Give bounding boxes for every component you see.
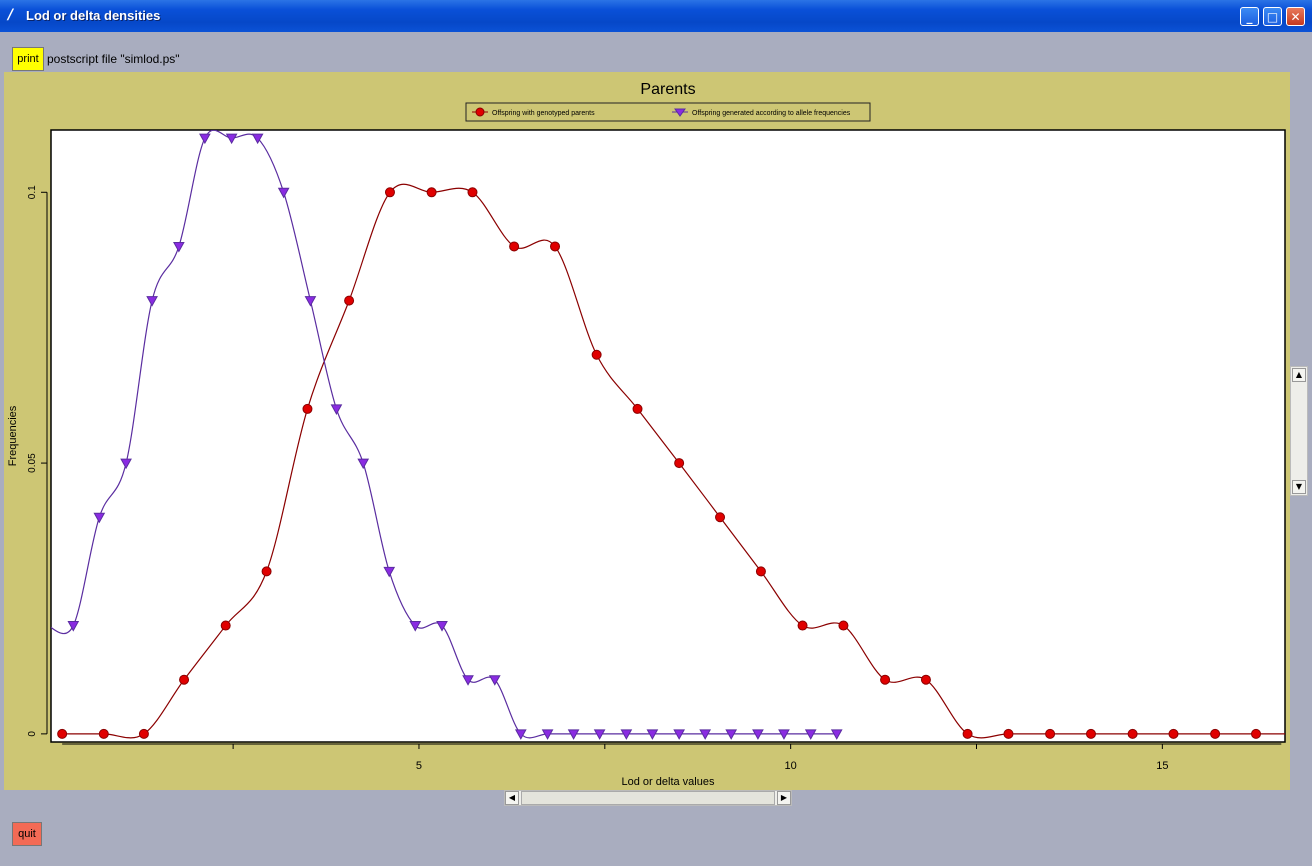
data-point-series-1 (675, 459, 684, 468)
scroll-up-button[interactable]: ▲ (1292, 368, 1306, 382)
x-axis-label: Lod or delta values (621, 776, 715, 788)
data-point-series-1 (1128, 729, 1137, 738)
legend (466, 103, 870, 121)
plot-area (51, 130, 1285, 742)
data-point-series-1 (592, 350, 601, 359)
data-point-series-1 (798, 621, 807, 630)
data-point-series-1 (303, 404, 312, 413)
legend-label-series-2: Offspring generated according to allele frequencies (692, 110, 851, 117)
data-point-series-1 (716, 513, 725, 522)
x-tick-label: 10 (784, 760, 797, 772)
print-button[interactable]: print (12, 47, 44, 71)
data-point-series-1 (510, 242, 519, 251)
data-point-series-1 (921, 675, 930, 684)
data-point-series-1 (139, 729, 148, 738)
horizontal-scrollbar[interactable] (504, 790, 792, 806)
data-point-series-1 (839, 621, 848, 630)
data-point-series-1 (385, 188, 394, 197)
legend-label-series-1: Offspring with genotyped parents (492, 110, 595, 117)
title-bar[interactable] (0, 0, 1312, 32)
postscript-file-label: postscript file "simlod.ps" (47, 52, 180, 66)
data-point-series-1 (1169, 729, 1178, 738)
scroll-left-button[interactable]: ◀ (505, 791, 519, 805)
y-tick-label: 0.05 (27, 453, 38, 473)
y-tick-label: 0 (27, 731, 38, 737)
data-point-series-1 (58, 729, 67, 738)
quit-button[interactable]: quit (12, 822, 42, 846)
chart-panel (4, 72, 1290, 790)
data-point-series-1 (756, 567, 765, 576)
close-button[interactable]: ✕ (1286, 7, 1305, 26)
legend-marker-series-1 (476, 108, 484, 116)
minimize-button[interactable]: _ (1240, 7, 1259, 26)
density-chart (4, 72, 1290, 790)
data-point-series-1 (427, 188, 436, 197)
scroll-thumb[interactable] (521, 791, 775, 805)
data-point-series-1 (1004, 729, 1013, 738)
vertical-scrollbar[interactable] (1290, 366, 1308, 496)
data-point-series-1 (633, 404, 642, 413)
data-point-series-1 (1252, 729, 1261, 738)
data-point-series-1 (99, 729, 108, 738)
data-point-series-1 (262, 567, 271, 576)
feather-icon: / (8, 7, 14, 23)
y-axis-label: Frequencies (7, 405, 19, 467)
chart-title: Parents (640, 81, 696, 98)
x-tick-label: 15 (1156, 760, 1169, 772)
data-point-series-1 (468, 188, 477, 197)
scroll-down-button[interactable]: ▼ (1292, 480, 1306, 494)
data-point-series-1 (221, 621, 230, 630)
data-point-series-1 (963, 729, 972, 738)
data-point-series-1 (1046, 729, 1055, 738)
window-title: Lod or delta densities (26, 8, 161, 23)
data-point-series-1 (551, 242, 560, 251)
data-point-series-1 (881, 675, 890, 684)
data-point-series-1 (345, 296, 354, 305)
data-point-series-1 (180, 675, 189, 684)
x-tick-label: 5 (415, 760, 423, 772)
data-point-series-1 (1211, 729, 1220, 738)
data-point-series-1 (1086, 729, 1095, 738)
maximize-button[interactable]: □ (1263, 7, 1282, 26)
y-tick-label: 0.1 (27, 185, 38, 200)
scroll-right-button[interactable]: ▶ (777, 791, 791, 805)
